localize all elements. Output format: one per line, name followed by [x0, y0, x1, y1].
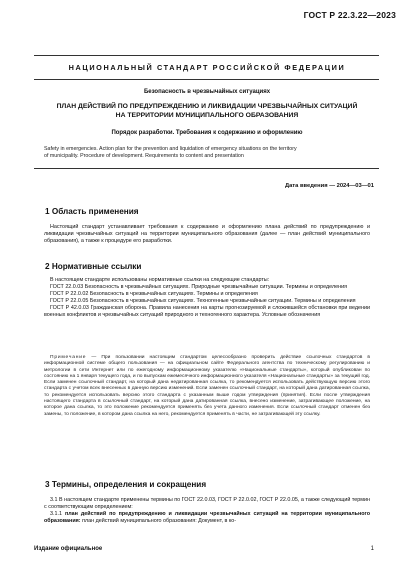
reference-item: ГОСТ Р 22.0.02 Безопасность в чрезвычайных ситуациях. Термины и определения: [50, 291, 258, 298]
section-3-text: [44, 497, 370, 525]
reference-item: ГОСТ Р 42.0.03 Гражданская оборона. Правила нанесения на карты прогнозируемой и сложившейся обстановки при ведении военных конфликтов и чрезвычайных ситуаций природного и техногенного характера. Условные обозначения: [44, 305, 370, 319]
section-1-text: Настоящий стандарт устанавливает требования к содержанию и оформлению плана действий по предупреждению и ликвидации чрезвычайных ситуаций на территории муниципального образования (далее — план действий муниципального образования), а также к процедуре его разработки.: [44, 224, 370, 245]
normative-references: [44, 277, 370, 320]
term-definition: [44, 511, 370, 525]
document-number: ГОСТ Р 22.3.22—2023: [303, 10, 396, 20]
reference-item: ГОСТ Р 22.0.05 Безопасность в чрезвычайных ситуациях. Техногенные чрезвычайные ситуации. Термины и определения: [50, 298, 356, 305]
reference-item: ГОСТ 22.0.03 Безопасность в чрезвычайных ситуациях. Природные чрезвычайные ситуации. Термины и определения: [50, 284, 348, 291]
official-edition-label: Издание официальное: [34, 546, 103, 552]
document-title: [30, 102, 384, 120]
introduction-date: Дата введения — 2024—03—01: [284, 183, 374, 189]
top-rule-1: [34, 55, 379, 56]
standard-series: Безопасность в чрезвычайных ситуациях: [143, 89, 271, 95]
references-note: [44, 355, 370, 418]
title-line-2: НА ТЕРРИТОРИИ МУНИЦИПАЛЬНОГО ОБРАЗОВАНИЯ: [115, 112, 299, 119]
document-subtitle: Порядок разработки. Требования к содержанию и оформлению: [111, 130, 303, 136]
term-number: 3.1.1: [50, 511, 65, 518]
section-3-heading: 3 Термины, определения и сокращения: [45, 480, 207, 489]
title-line-1: ПЛАН ДЕЙСТВИЙ ПО ПРЕДУПРЕЖДЕНИЮ И ЛИКВИДАЦИИ ЧРЕЗВЫЧАЙНЫХ СИТУАЦИЙ: [56, 103, 358, 110]
page-number: 1: [370, 546, 374, 552]
english-title-line-2: of municipality. Procedure of development. Requirements to content and presentation: [44, 152, 244, 159]
english-title-line-1: Safety in emergencies. Action plan for the prevention and liquidation of emergency situations on the territory: [44, 146, 297, 152]
term-name: план действий по предупреждению и ликвидации чрезвычайных ситуаций на территории муниципального образования:: [44, 511, 370, 525]
english-title: [44, 146, 374, 160]
references-intro: В настоящем стандарте использованы нормативные ссылки на следующие стандарты:: [50, 277, 270, 283]
title-rule: [34, 168, 379, 169]
note-text: — При пользовании настоящим стандартом целесообразно проверить действие ссылочных стандартов в информационной системе общего пользования — на официальном сайте Федерального агентства по техническому регулированию и метрологии в сети Интернет или по ежегодному информационному указателю «Национальные стандарты», который опубликован по состоянию на 1 января текущего года, и по выпускам ежемесячного информационного указателя «Национальные стандарты» за текущий год. Если заменен ссылочный стандарт, на который дана недатированная ссылка, то рекомендуется использовать действующую версию этого стандарта с учетом всех внесенных в данную версию изменений. Если заменен ссылочный стандарт, на который дана датированная ссылка, то рекомендуется использовать версию этого стандарта с указанным выше годом утверждения (принятия). Если после утверждения настоящего стандарта в ссылочный стандарт, на который дана датированная ссылка, внесено изменение, затрагивающее положение, на которое дана ссылка, то это положение рекомендуется применять без учета данного изменения. Если ссылочный стандарт отменен без замены, то положение, в котором дана ссылка на него, рекомендуется применять в части, не затрагивающей эту ссылку.: [44, 355, 370, 417]
national-standard-heading: НАЦИОНАЛЬНЫЙ СТАНДАРТ РОССИЙСКОЙ ФЕДЕРАЦИИ: [68, 63, 346, 72]
term-definition-text: план действий муниципального образования: Документ, в ко-: [80, 518, 237, 525]
section-1-heading: 1 Область применения: [45, 207, 139, 216]
terms-intro: 3.1 В настоящем стандарте применены термины по ГОСТ 22.0.03, ГОСТ Р 22.0.02, ГОСТ Р 22.0.05, а также следующий термин с соответствующим определением:: [44, 497, 370, 511]
top-rule-2: [34, 79, 379, 80]
section-2-heading: 2 Нормативные ссылки: [45, 262, 142, 271]
note-label: Примечание: [50, 355, 87, 360]
